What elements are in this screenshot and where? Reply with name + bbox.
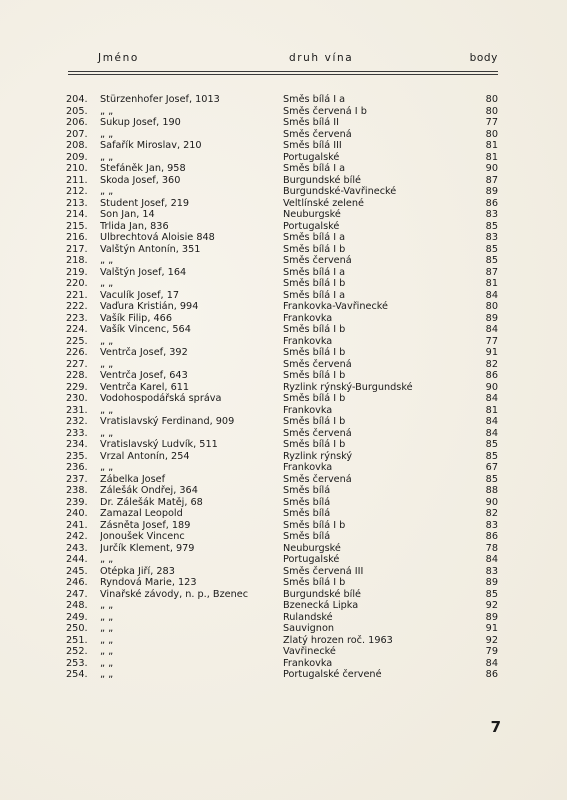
row-points: 90 <box>485 163 498 174</box>
row-points: 90 <box>485 381 498 393</box>
row-number: 251. <box>66 634 88 646</box>
row-name: „ „ <box>100 462 114 473</box>
row-wine: Směs červená <box>283 427 352 439</box>
row-wine: Směs bílá I a <box>283 232 346 243</box>
row-name: „ „ <box>100 358 114 370</box>
row-number: 233. <box>66 427 88 439</box>
row-name: Vratislavský Ferdinand, 909 <box>100 416 235 427</box>
row-name: „ „ <box>100 186 114 197</box>
table-row <box>0 94 567 106</box>
row-name: „ „ <box>100 657 114 669</box>
row-name: „ „ <box>100 151 114 163</box>
table-row <box>0 405 567 417</box>
row-name: Zálešák Ondřej, 364 <box>100 485 198 496</box>
row-points: 77 <box>485 117 498 128</box>
row-number: 253. <box>66 657 88 669</box>
table-row <box>0 393 567 405</box>
row-wine: Směs bílá <box>283 531 331 542</box>
row-number: 211. <box>66 174 88 186</box>
row-name: Ryndová Marie, 123 <box>100 577 197 588</box>
row-points: 92 <box>485 600 498 611</box>
row-wine: Směs bílá I b <box>283 577 346 588</box>
row-points: 92 <box>485 634 498 646</box>
row-number: 210. <box>66 163 88 174</box>
row-name: Ventrča Karel, 611 <box>100 381 190 393</box>
row-name: Vašík Filip, 466 <box>100 312 172 324</box>
row-points: 80 <box>485 94 498 105</box>
row-wine: Směs bílá <box>283 508 331 519</box>
row-points: 85 <box>485 220 498 232</box>
row-wine: Zlatý hrozen roč. 1963 <box>283 634 393 646</box>
row-points: 79 <box>485 646 498 657</box>
row-number: 231. <box>66 404 88 416</box>
table-row <box>0 382 567 394</box>
table-row <box>0 106 567 118</box>
table-row <box>0 600 567 612</box>
row-number: 213. <box>66 197 88 209</box>
row-name: „ „ <box>100 554 114 565</box>
table-row <box>0 244 567 256</box>
row-number: 209. <box>66 151 88 163</box>
row-points: 91 <box>485 623 498 634</box>
row-points: 87 <box>485 174 498 186</box>
row-wine: Směs červená <box>283 255 352 266</box>
row-wine: Směs červená <box>283 358 352 370</box>
table-row <box>0 508 567 520</box>
row-number: 238. <box>66 485 88 496</box>
row-wine: Ryzlink rýnský-Burgundské <box>283 381 413 393</box>
row-wine: Směs bílá I b <box>283 416 346 427</box>
row-points: 81 <box>485 140 498 151</box>
row-points: 85 <box>485 588 498 600</box>
header-name: Jméno <box>98 52 139 64</box>
header-rule-top <box>68 71 498 72</box>
table-row <box>0 543 567 555</box>
row-points: 81 <box>485 404 498 416</box>
table-row <box>0 577 567 589</box>
row-name: Jurčík Klement, 979 <box>100 542 195 554</box>
row-number: 222. <box>66 301 88 312</box>
row-points: 80 <box>485 105 498 117</box>
row-name: „ „ <box>100 600 114 611</box>
row-points: 88 <box>485 485 498 496</box>
row-wine: Ryzlink rýnský <box>283 450 353 462</box>
row-number: 241. <box>66 519 88 531</box>
row-wine: Frankovka <box>283 657 333 669</box>
row-number: 225. <box>66 335 88 347</box>
results-list <box>0 94 567 681</box>
row-wine: Frankovka <box>283 404 333 416</box>
row-wine: Směs bílá I b <box>283 243 346 255</box>
row-number: 215. <box>66 220 88 232</box>
row-points: 91 <box>485 347 498 358</box>
row-name: Vratislavský Ludvík, 511 <box>100 439 218 450</box>
row-number: 226. <box>66 347 88 358</box>
row-name: „ „ <box>100 335 114 347</box>
row-number: 229. <box>66 381 88 393</box>
row-points: 81 <box>485 151 498 163</box>
row-wine: Směs červená <box>283 473 352 485</box>
row-name: „ „ <box>100 105 114 117</box>
row-number: 237. <box>66 473 88 485</box>
row-name: Vaculík Josef, 17 <box>100 289 180 301</box>
row-number: 230. <box>66 393 88 404</box>
row-wine: Směs bílá II <box>283 117 339 128</box>
row-points: 84 <box>485 554 498 565</box>
table-row <box>0 439 567 451</box>
row-number: 234. <box>66 439 88 450</box>
table-row <box>0 520 567 532</box>
row-number: 250. <box>66 623 88 634</box>
table-row <box>0 370 567 382</box>
table-row <box>0 497 567 509</box>
row-points: 83 <box>485 519 498 531</box>
row-points: 86 <box>485 669 498 680</box>
table-row <box>0 186 567 198</box>
row-name: Stürzenhofer Josef, 1013 <box>100 94 220 105</box>
row-points: 89 <box>485 186 498 197</box>
row-number: 221. <box>66 289 88 301</box>
row-name: „ „ <box>100 669 114 680</box>
table-row <box>0 646 567 658</box>
row-number: 243. <box>66 542 88 554</box>
row-wine: Směs bílá I b <box>283 347 346 358</box>
table-row <box>0 278 567 290</box>
row-wine: Neuburgské <box>283 542 341 554</box>
row-name: Zábelka Josef <box>100 473 166 485</box>
row-points: 89 <box>485 312 498 324</box>
row-wine: Frankovka-Vavřinecké <box>283 301 389 312</box>
table-row <box>0 232 567 244</box>
table-row <box>0 428 567 440</box>
row-wine: Směs bílá I a <box>283 289 346 301</box>
row-name: Zamazal Leopold <box>100 508 183 519</box>
row-wine: Burgundské bílé <box>283 174 362 186</box>
row-number: 246. <box>66 577 88 588</box>
row-number: 242. <box>66 531 88 542</box>
row-name: Otépka Jiří, 283 <box>100 565 175 577</box>
row-points: 85 <box>485 473 498 485</box>
row-wine: Směs bílá <box>283 485 331 496</box>
row-number: 218. <box>66 255 88 266</box>
row-wine: Rulandské <box>283 611 333 623</box>
row-number: 252. <box>66 646 88 657</box>
row-number: 248. <box>66 600 88 611</box>
row-points: 84 <box>485 324 498 335</box>
row-points: 89 <box>485 611 498 623</box>
page-number: 7 <box>490 718 501 736</box>
table-row <box>0 474 567 486</box>
table-row <box>0 669 567 681</box>
table-row <box>0 359 567 371</box>
row-wine: Směs bílá I a <box>283 94 346 105</box>
row-number: 247. <box>66 588 88 600</box>
table-row <box>0 290 567 302</box>
table-row <box>0 462 567 474</box>
row-name: Vodohospodářská správa <box>100 393 222 404</box>
row-wine: Směs bílá <box>283 496 331 508</box>
row-name: „ „ <box>100 404 114 416</box>
table-row <box>0 117 567 129</box>
row-wine: Směs červená III <box>283 565 364 577</box>
row-points: 86 <box>485 197 498 209</box>
row-number: 205. <box>66 105 88 117</box>
row-wine: Směs bílá I a <box>283 163 346 174</box>
row-name: „ „ <box>100 255 114 266</box>
row-wine: Směs červená <box>283 128 352 140</box>
row-wine: Neuburgské <box>283 209 341 220</box>
row-points: 89 <box>485 577 498 588</box>
header-rule-bottom <box>68 74 498 75</box>
row-wine: Frankovka <box>283 462 333 473</box>
row-wine: Směs bílá I b <box>283 370 346 381</box>
row-points: 67 <box>485 462 498 473</box>
row-number: 216. <box>66 232 88 243</box>
row-wine: Sauvignon <box>283 623 335 634</box>
row-number: 244. <box>66 554 88 565</box>
row-name: „ „ <box>100 128 114 140</box>
table-row <box>0 635 567 647</box>
table-row <box>0 612 567 624</box>
row-number: 227. <box>66 358 88 370</box>
row-number: 204. <box>66 94 88 105</box>
table-row <box>0 658 567 670</box>
row-name: Valštýn Josef, 164 <box>100 266 187 278</box>
row-points: 80 <box>485 128 498 140</box>
row-name: „ „ <box>100 427 114 439</box>
row-points: 84 <box>485 289 498 301</box>
row-number: 220. <box>66 278 88 289</box>
row-points: 83 <box>485 232 498 243</box>
row-number: 207. <box>66 128 88 140</box>
row-points: 86 <box>485 531 498 542</box>
row-name: Ulbrechtová Aloisie 848 <box>100 232 215 243</box>
row-wine: Portugalské <box>283 220 340 232</box>
row-name: „ „ <box>100 646 114 657</box>
row-number: 235. <box>66 450 88 462</box>
row-name: Šafařík Miroslav, 210 <box>100 140 202 151</box>
table-row <box>0 163 567 175</box>
row-points: 77 <box>485 335 498 347</box>
row-wine: Směs bílá I b <box>283 439 346 450</box>
row-points: 78 <box>485 542 498 554</box>
row-points: 84 <box>485 393 498 404</box>
table-row <box>0 485 567 497</box>
row-wine: Burgundské-Vavřinecké <box>283 186 397 197</box>
table-header <box>68 52 498 68</box>
row-points: 85 <box>485 255 498 266</box>
row-points: 80 <box>485 301 498 312</box>
row-number: 245. <box>66 565 88 577</box>
row-name: Vaďura Kristián, 994 <box>100 301 199 312</box>
row-wine: Burgundské bílé <box>283 588 362 600</box>
row-number: 217. <box>66 243 88 255</box>
row-name: „ „ <box>100 611 114 623</box>
row-points: 82 <box>485 358 498 370</box>
row-points: 81 <box>485 278 498 289</box>
row-name: Vrzal Antonín, 254 <box>100 450 190 462</box>
row-wine: Frankovka <box>283 312 333 324</box>
table-row <box>0 554 567 566</box>
row-number: 239. <box>66 496 88 508</box>
table-row <box>0 140 567 152</box>
table-row <box>0 198 567 210</box>
table-row <box>0 129 567 141</box>
row-wine: Vavřinecké <box>283 646 336 657</box>
row-points: 85 <box>485 243 498 255</box>
row-points: 85 <box>485 439 498 450</box>
row-wine: Portugalské <box>283 554 340 565</box>
row-number: 206. <box>66 117 88 128</box>
row-name: „ „ <box>100 278 114 289</box>
row-wine: Směs bílá I a <box>283 266 346 278</box>
table-row <box>0 324 567 336</box>
table-row <box>0 347 567 359</box>
table-row <box>0 336 567 348</box>
row-name: Vinařské závody, n. p., Bzenec <box>100 588 249 600</box>
row-number: 224. <box>66 324 88 335</box>
row-points: 84 <box>485 657 498 669</box>
row-points: 83 <box>485 565 498 577</box>
row-number: 219. <box>66 266 88 278</box>
row-name: Valštýn Antonín, 351 <box>100 243 201 255</box>
row-points: 83 <box>485 209 498 220</box>
row-wine: Portugalské červené <box>283 669 382 680</box>
row-wine: Směs bílá I b <box>283 393 346 404</box>
table-row <box>0 313 567 325</box>
row-points: 84 <box>485 416 498 427</box>
table-row <box>0 623 567 635</box>
row-number: 212. <box>66 186 88 197</box>
row-name: Dr. Zálešák Matěj, 68 <box>100 496 203 508</box>
row-points: 86 <box>485 370 498 381</box>
row-wine: Veltlínské zelené <box>283 197 364 209</box>
row-wine: Směs bílá III <box>283 140 342 151</box>
row-number: 228. <box>66 370 88 381</box>
row-wine: Směs červená I b <box>283 105 367 117</box>
table-row <box>0 152 567 164</box>
row-name: Škoda Josef, 360 <box>100 174 181 186</box>
row-name: Štefáněk Jan, 958 <box>100 163 186 174</box>
row-number: 249. <box>66 611 88 623</box>
row-points: 82 <box>485 508 498 519</box>
table-row <box>0 416 567 428</box>
row-number: 232. <box>66 416 88 427</box>
table-row <box>0 451 567 463</box>
row-name: „ „ <box>100 634 114 646</box>
row-name: Vašík Vincenc, 564 <box>100 324 191 335</box>
row-wine: Bzenecká Lipka <box>283 600 359 611</box>
table-row <box>0 209 567 221</box>
row-number: 214. <box>66 209 88 220</box>
row-name: Trlida Jan, 836 <box>100 220 169 232</box>
row-name: Ventrča Josef, 392 <box>100 347 188 358</box>
row-wine: Frankovka <box>283 335 333 347</box>
row-number: 208. <box>66 140 88 151</box>
header-points: body <box>469 52 498 64</box>
table-row <box>0 531 567 543</box>
row-wine: Portugalské <box>283 151 340 163</box>
row-points: 90 <box>485 496 498 508</box>
row-name: Zásněta Josef, 189 <box>100 519 191 531</box>
row-name: Jonoušek Vincenc <box>100 531 185 542</box>
table-row <box>0 221 567 233</box>
header-wine: druh vína <box>289 52 354 64</box>
row-points: 84 <box>485 427 498 439</box>
table-row <box>0 175 567 187</box>
row-points: 85 <box>485 450 498 462</box>
table-row <box>0 255 567 267</box>
row-wine: Směs bílá I b <box>283 519 346 531</box>
row-points: 87 <box>485 266 498 278</box>
table-row <box>0 301 567 313</box>
table-row <box>0 589 567 601</box>
row-name: „ „ <box>100 623 114 634</box>
row-number: 254. <box>66 669 88 680</box>
row-wine: Směs bílá I b <box>283 324 346 335</box>
row-number: 223. <box>66 312 88 324</box>
row-name: Ventrča Josef, 643 <box>100 370 188 381</box>
table-row <box>0 267 567 279</box>
row-name: Sukup Josef, 190 <box>100 117 181 128</box>
row-wine: Směs bílá I b <box>283 278 346 289</box>
row-name: Šon Jan, 14 <box>100 209 155 220</box>
row-number: 240. <box>66 508 88 519</box>
row-number: 236. <box>66 462 88 473</box>
table-row <box>0 566 567 578</box>
row-name: Student Josef, 219 <box>100 197 190 209</box>
